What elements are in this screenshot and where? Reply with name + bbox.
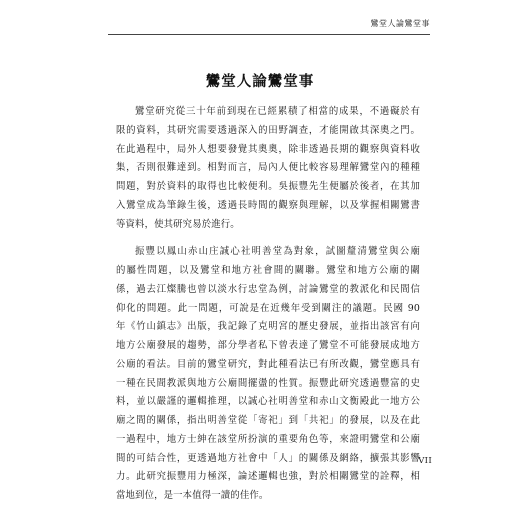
text-line: 鸞堂研究從三十年前到現在已經累積了相當的成果，不過礙於有 [135, 106, 420, 117]
text-line: 當地到位，是一本值得一讀的佳作。 [116, 490, 269, 501]
paragraph-gap [116, 234, 420, 243]
text-line: 的屬性問題，以及鸞堂和地方社會間的關聯。鸞堂和地方公廟的關 [116, 265, 420, 276]
text-line: 地方公廟發展的趨勢，部分學者私下曾表達了鸞堂不可能發展成地方 [116, 340, 420, 351]
chapter-title: 鸞堂人論鸞堂事 [205, 73, 315, 90]
text-line: 在此過程中，局外人想要發覺其奧奧，除非透過長期的觀察與資料收 [116, 143, 420, 155]
text-line: 一種在民間教派與地方公廟間擺盪的性質。振豐此研究透過豐富的史 [116, 377, 420, 389]
text-line: 等資料，使其研究易於進行。 [116, 218, 240, 230]
text-line: 料，並以嚴謹的邏輯推理，以誠心社明善堂和赤山文衡殿此一地方公 [116, 396, 420, 408]
header-rule [108, 34, 430, 35]
text-line: 廟之間的關係，指出明善堂從「寄祀」到「共祀」的發展，以及在此 [116, 415, 420, 426]
text-line: 係，過去江燦騰也曾以淡水行忠堂為例，討論鸞堂的教派化和民間信 [116, 283, 420, 295]
text-line: 入鸞堂成為筆錄生後，透過長時間的觀察與理解，以及掌握相關鸞書 [116, 199, 420, 211]
text-line: 一過程中，地方士紳在該堂所扮演的重要角色等，來證明鸞堂和公廟 [116, 433, 420, 445]
text-line: 集，否則很難達到。相對而言，局內人便比較容易理解鸞堂內的種種 [116, 162, 420, 174]
body-text [116, 103, 420, 506]
text-line: 年《竹山鎮志》出版，我記錄了克明宮的歷史發展，並指出該宮有向 [116, 321, 420, 333]
text-line: 仰化的問題。此一問題，可說是在近幾年受到關注的議題。民國 90 [116, 302, 420, 314]
text-line: 問題，對於資料的取得也比較便利。吳振豐先生便屬於後者，在其加 [116, 181, 420, 192]
running-header: 鸞堂人論鸞堂事 [370, 19, 430, 28]
paragraph-2 [116, 243, 420, 506]
text-line: 公廟的看法。目前的鸞堂研究，對此種看法已有所改觀，鸞堂應具有 [116, 358, 420, 370]
text-line: 間的可結合性，更透過地方社會中「人」的關係及網絡，擴張其影響 [116, 452, 420, 464]
paragraph-1 [116, 103, 420, 234]
text-line: 限的資料，其研究需要透過深入的田野調查，才能開啟其深奧之門。 [116, 124, 420, 136]
text-line: 振豐以鳳山赤山庄誠心社明善堂為對象，試圖釐清鸞堂與公廟 [135, 246, 420, 258]
page-number: VII [418, 456, 432, 466]
text-line: 力。此研究振豐用力極深，論述邏輯也強，對於相關鸞堂的詮釋，相 [116, 471, 420, 483]
